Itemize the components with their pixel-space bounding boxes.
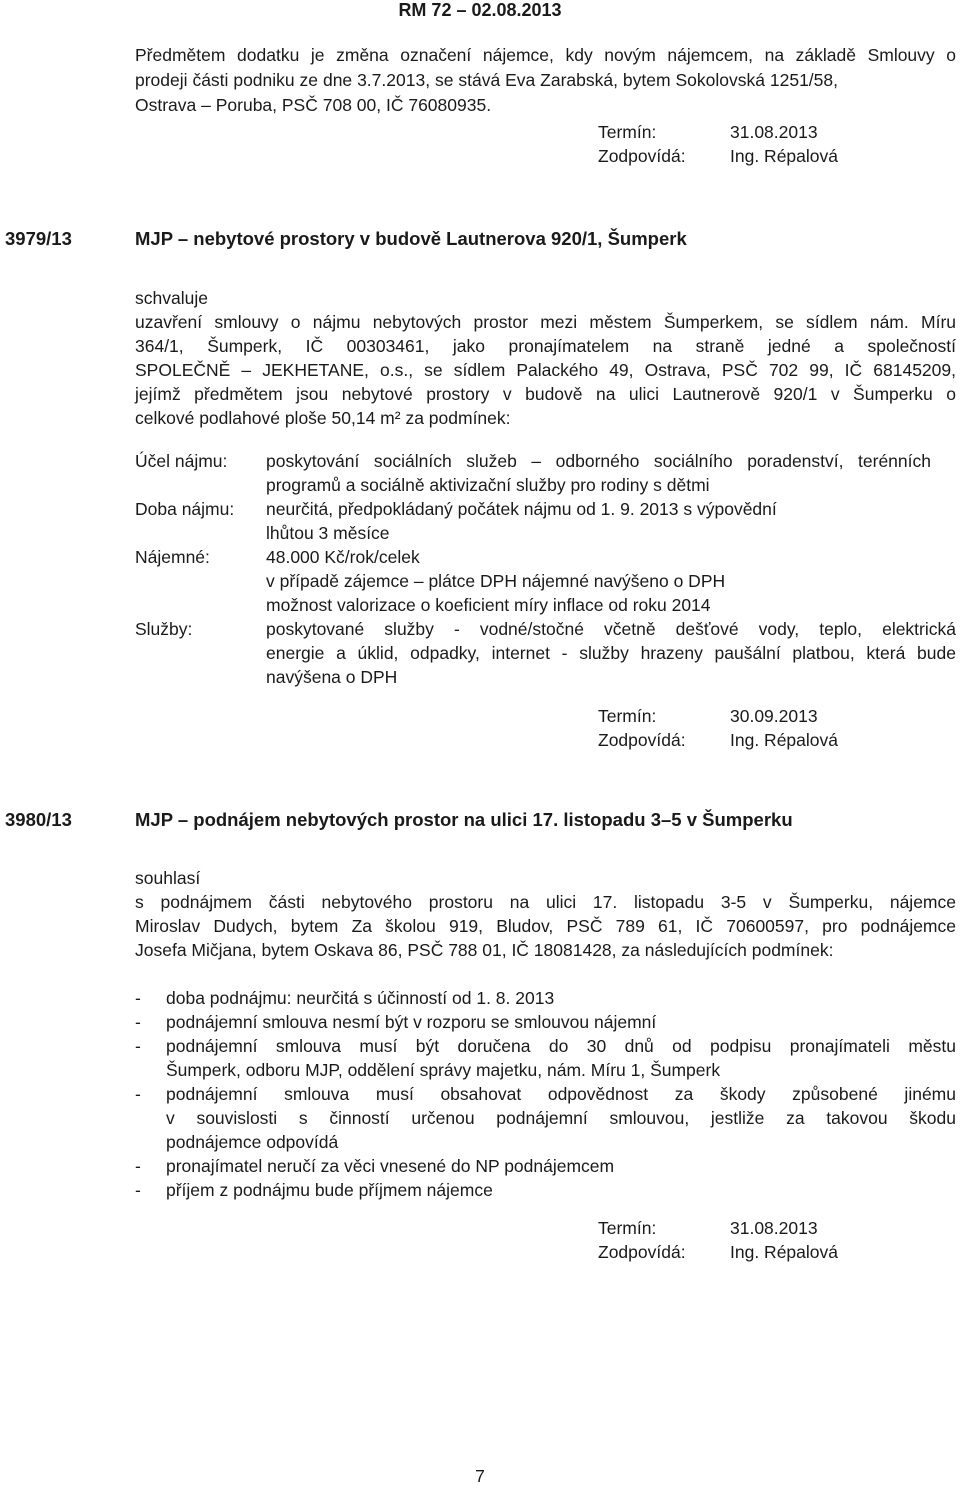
list-item: podnájemní smlouva musí být doručena do 30 dnů od podpisu pronajímateli městu <box>166 1036 956 1056</box>
doba-value: neurčitá, předpokládaný počátek nájmu od 1. 9. 2013 s výpovědní <box>266 499 777 519</box>
termin-value: 31.08.2013 <box>730 122 818 142</box>
res1-line: celkové podlahové ploše 50,14 m² za podmínek: <box>135 408 511 428</box>
zodpovida-label: Zodpovídá: <box>598 146 686 166</box>
list-item: Šumperk, odboru MJP, oddělení správy majetku, nám. Míru 1, Šumperk <box>166 1060 721 1080</box>
zodpovida-label: Zodpovídá: <box>598 730 686 750</box>
sluzby-value: navýšena o DPH <box>266 667 398 687</box>
ucel-label: Účel nájmu: <box>135 451 228 471</box>
zodpovida-value: Ing. Répalová <box>730 730 838 750</box>
resolution-verb: souhlasí <box>135 868 201 888</box>
resolution-verb: schvaluje <box>135 288 208 308</box>
ucel-value: programů a sociálně aktivizační služby pro rodiny s dětmi <box>266 475 710 495</box>
resolution-title: MJP – nebytové prostory v budově Lautnerova 920/1, Šumperk <box>135 228 687 249</box>
zodpovida-value: Ing. Répalová <box>730 1242 838 1262</box>
res2-line: Josefa Mičjana, bytem Oskava 86, PSČ 788 01, IČ 18081428, za následujících podmínek: <box>135 940 834 960</box>
res2-line: s podnájmem části nebytového prostoru na ulici 17. listopadu 3-5 v Šumperku, nájemce <box>135 892 956 912</box>
intro-line: Předmětem dodatku je změna označení nájemce, kdy novým nájemcem, na základě Smlouvy o <box>135 45 956 65</box>
resolution-number: 3980/13 <box>5 809 72 830</box>
page-number: 7 <box>475 1466 485 1486</box>
list-item: v souvislosti s činností určenou podnájemní smlouvou, jestliže za takovou škodu <box>166 1108 956 1128</box>
page-header: RM 72 – 02.08.2013 <box>398 0 562 20</box>
najemne-value: 48.000 Kč/rok/celek <box>266 547 420 567</box>
termin-label: Termín: <box>598 1218 657 1238</box>
zodpovida-value: Ing. Répalová <box>730 146 838 166</box>
najemne-label: Nájemné: <box>135 547 210 567</box>
termin-label: Termín: <box>598 122 657 142</box>
sluzby-label: Služby: <box>135 619 193 639</box>
bullet-dash: - <box>135 1084 141 1104</box>
list-item: podnájemní smlouva musí obsahovat odpovědnost za škody způsobené jinému <box>166 1084 956 1104</box>
bullet-dash: - <box>135 1036 141 1056</box>
termin-label: Termín: <box>598 706 657 726</box>
ucel-value: poskytování sociálních služeb – odborného sociálního poradenství, terénních <box>266 451 931 471</box>
list-item: příjem z podnájmu bude příjmem nájemce <box>166 1180 493 1200</box>
resolution-number: 3979/13 <box>5 228 72 249</box>
najemne-value: možnost valorizace o koeficient míry inflace od roku 2014 <box>266 595 711 615</box>
doba-label: Doba nájmu: <box>135 499 235 519</box>
list-item: doba podnájmu: neurčitá s účinností od 1. 8. 2013 <box>166 988 555 1008</box>
intro-line: prodeji části podniku ze dne 3.7.2013, se stává Eva Zarabská, bytem Sokolovská 1251/58, <box>135 70 838 90</box>
bullet-dash: - <box>135 1012 141 1032</box>
res1-line: 364/1, Šumperk, IČ 00303461, jako pronajímatelem na straně jedné a společností <box>135 336 956 356</box>
bullet-dash: - <box>135 988 141 1008</box>
bullet-dash: - <box>135 1156 141 1176</box>
res1-line: SPOLEČNĚ – JEKHETANE, o.s., se sídlem Palackého 49, Ostrava, PSČ 702 99, IČ 68145209, <box>135 360 956 380</box>
najemne-value: v případě zájemce – plátce DPH nájemné navýšeno o DPH <box>266 571 726 591</box>
resolution-title: MJP – podnájem nebytových prostor na ulici 17. listopadu 3–5 v Šumperku <box>135 809 793 830</box>
list-item: pronajímatel neručí za věci vnesené do NP podnájemcem <box>166 1156 615 1176</box>
doba-value: lhůtou 3 měsíce <box>266 523 390 543</box>
sluzby-value: poskytované služby - vodné/stočné včetně dešťové vody, teplo, elektrická <box>266 619 956 639</box>
list-item: podnájemní smlouva nesmí být v rozporu se smlouvou nájemní <box>166 1012 657 1032</box>
intro-line: Ostrava – Poruba, PSČ 708 00, IČ 76080935. <box>135 95 492 115</box>
bullet-dash: - <box>135 1180 141 1200</box>
zodpovida-label: Zodpovídá: <box>598 1242 686 1262</box>
list-item: podnájemce odpovídá <box>166 1132 339 1152</box>
res1-line: uzavření smlouvy o nájmu nebytových prostor mezi městem Šumperkem, se sídlem nám. Míru <box>135 312 956 332</box>
res1-line: jejímž předmětem jsou nebytové prostory v budově na ulici Lautnerově 920/1 v Šumperku o <box>135 384 956 404</box>
sluzby-value: energie a úklid, odpadky, internet - služby hrazeny paušální platbou, která bude <box>266 643 956 663</box>
termin-value: 30.09.2013 <box>730 706 818 726</box>
termin-value: 31.08.2013 <box>730 1218 818 1238</box>
res2-line: Miroslav Dudych, bytem Za školou 919, Bludov, PSČ 789 61, IČ 70600597, pro podnájemce <box>135 916 956 936</box>
